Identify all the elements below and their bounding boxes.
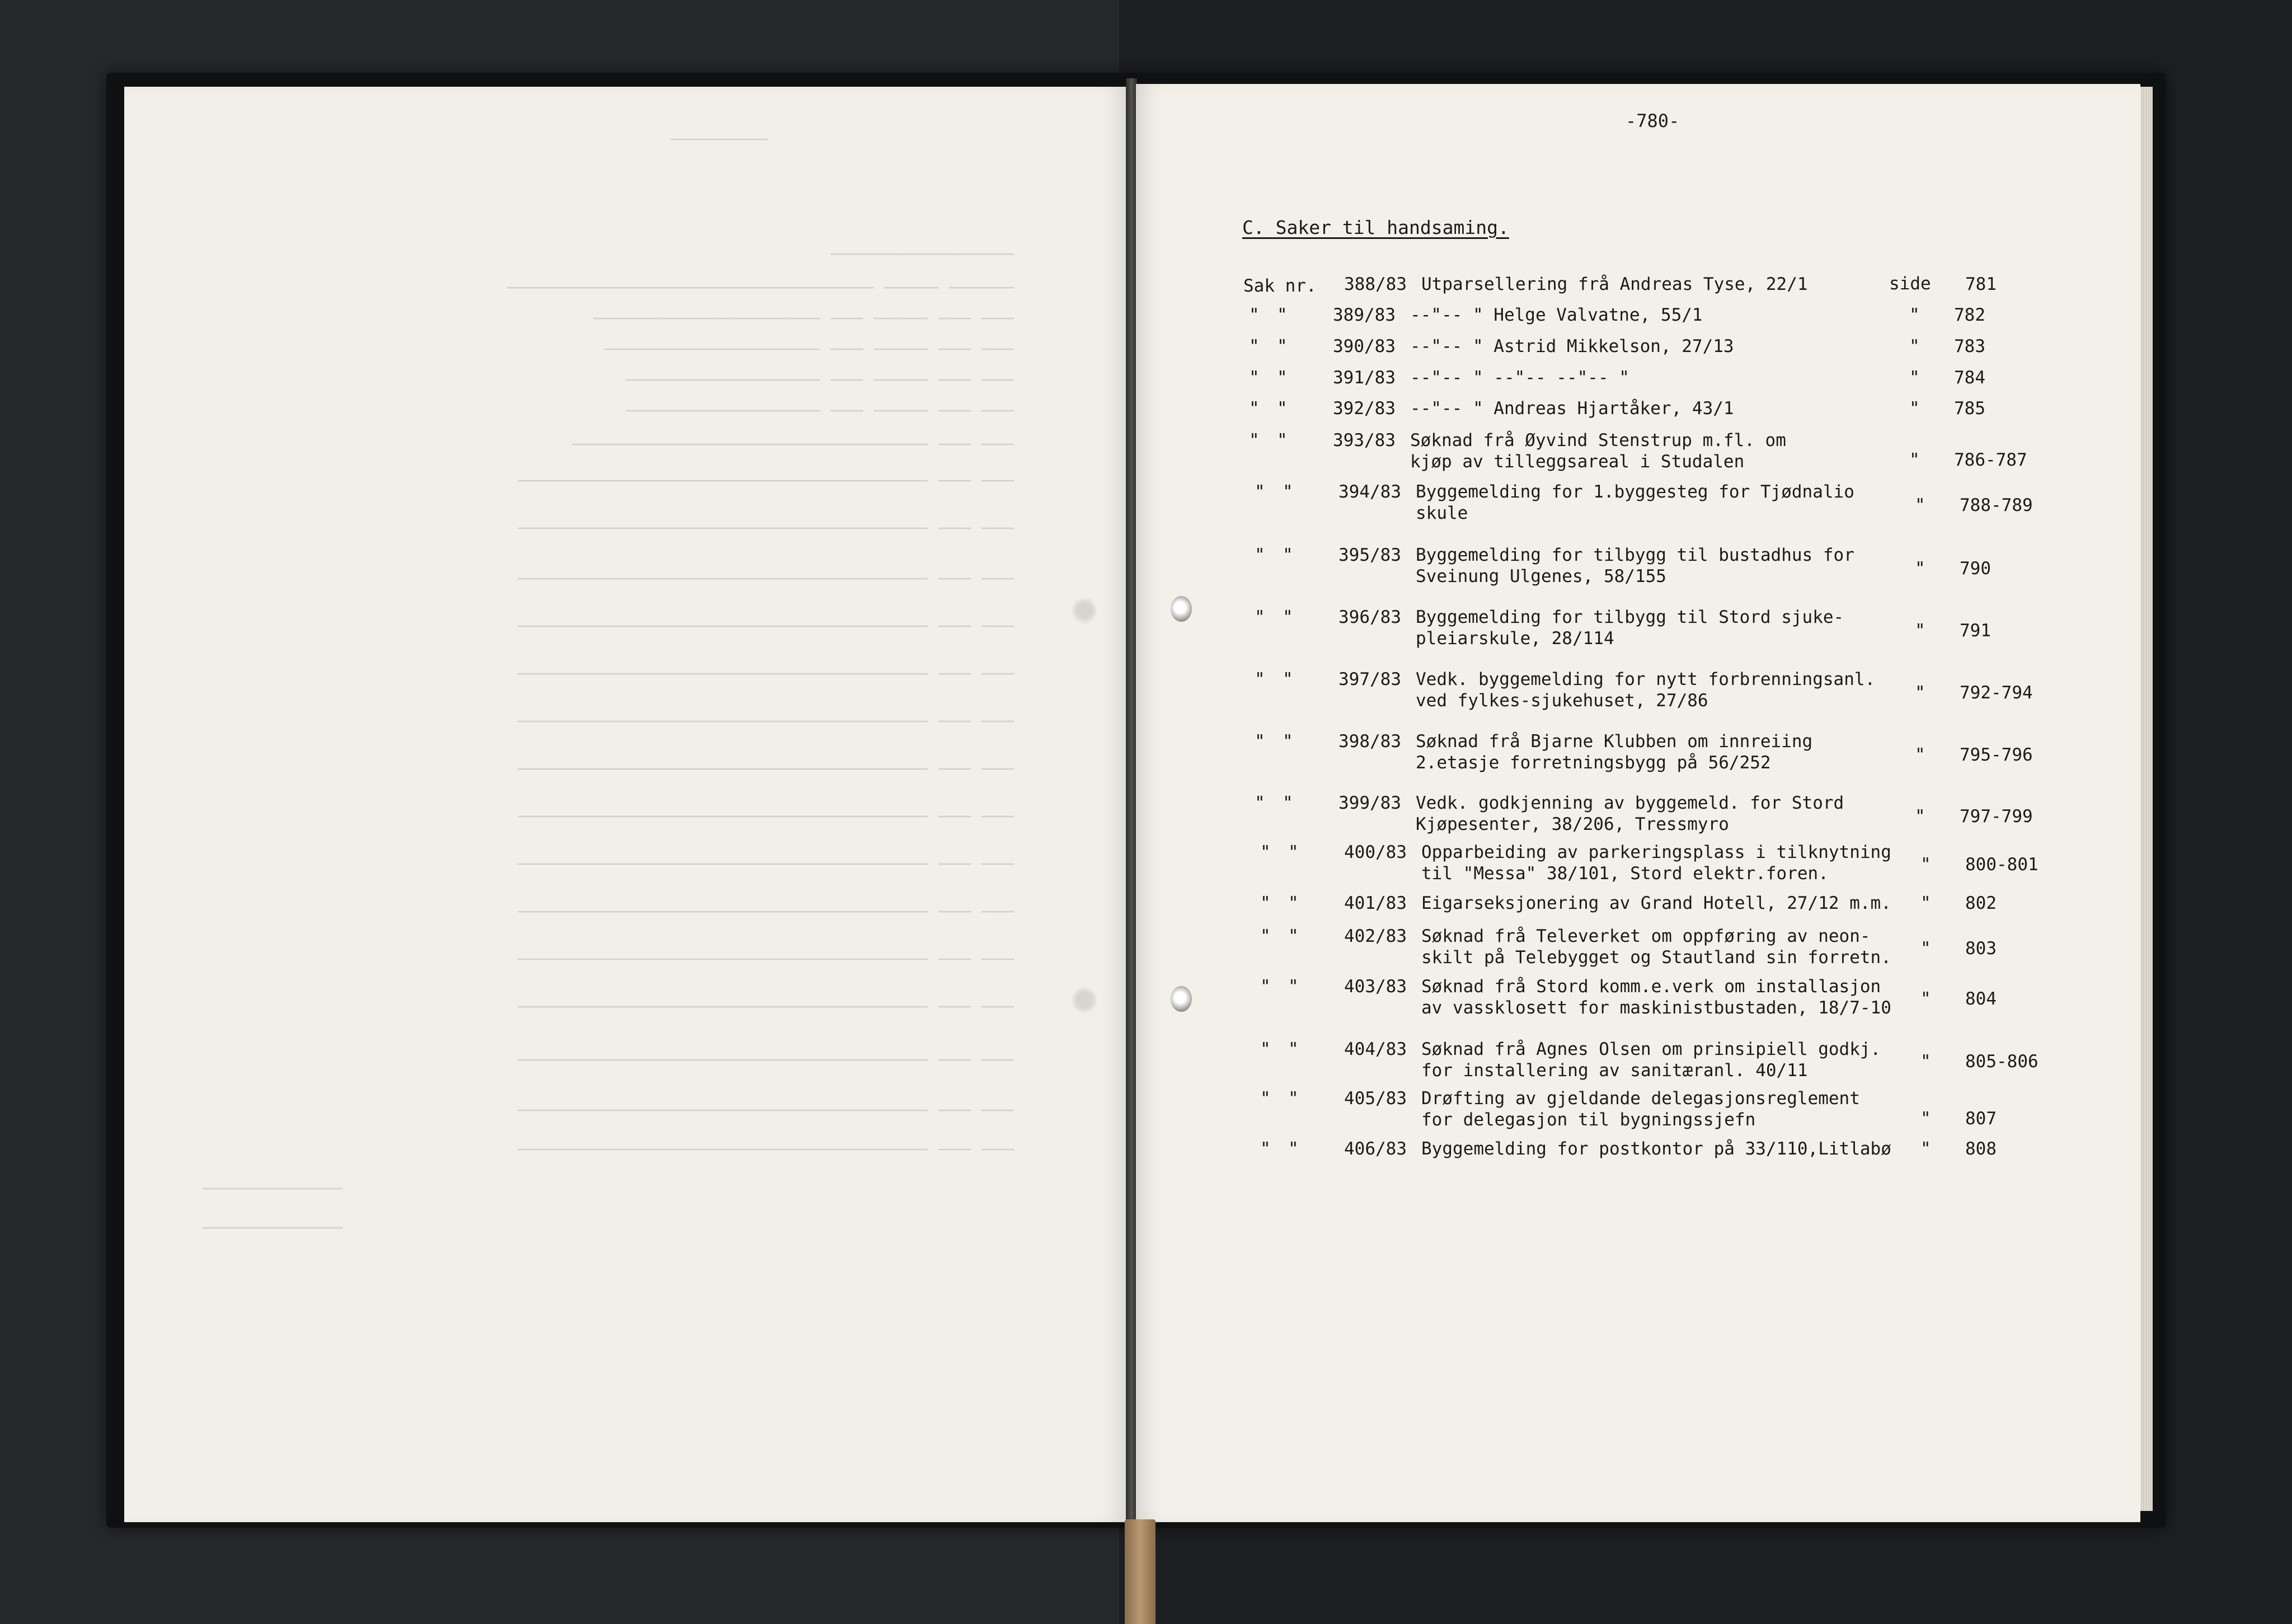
- page-reference: 803: [1965, 938, 1997, 959]
- case-description: --"-- " Helge Valvatne, 55/1: [1410, 305, 1703, 325]
- case-description: Byggemelding for 1.byggesteg for Tjødnalio skule: [1416, 482, 1854, 523]
- case-number: 405/83: [1344, 1088, 1407, 1109]
- page-reference: 783: [1954, 336, 1985, 356]
- page-reference: 797-799: [1960, 806, 2033, 827]
- page-reference: 781: [1965, 274, 1997, 294]
- ditto-mark: ": [1920, 893, 1931, 913]
- ditto-mark: ": [1255, 669, 1265, 689]
- case-number: 396/83: [1338, 607, 1401, 627]
- sak-nr-label: Sak nr.: [1243, 276, 1317, 296]
- ditto-mark: ": [1260, 842, 1271, 862]
- case-description: Søknad frå Øyvind Stenstrup m.fl. om kjøp av tilleggsareal i Studalen: [1410, 430, 1786, 472]
- ditto-mark: ": [1920, 1052, 1931, 1072]
- case-number: 401/83: [1344, 893, 1407, 913]
- ditto-mark: ": [1277, 398, 1288, 419]
- case-number: 392/83: [1333, 398, 1396, 419]
- side-label: side: [1889, 274, 1931, 294]
- page-reference: 802: [1965, 893, 1997, 913]
- ditto-mark: ": [1283, 545, 1293, 565]
- page-reference: 805-806: [1965, 1052, 2039, 1072]
- ditto-mark: ": [1909, 450, 1920, 470]
- ditto-mark: ": [1249, 305, 1260, 325]
- case-number: 389/83: [1333, 305, 1396, 325]
- ditto-mark: ": [1920, 1109, 1931, 1129]
- case-number: 406/83: [1344, 1139, 1407, 1159]
- ditto-mark: ": [1249, 398, 1260, 419]
- page-reference: 791: [1960, 621, 1991, 641]
- case-number: 400/83: [1344, 842, 1407, 862]
- ditto-mark: ": [1920, 1139, 1931, 1159]
- page-number: -780-: [1626, 110, 1680, 132]
- ditto-mark: ": [1909, 336, 1920, 356]
- case-description: Eigarseksjonering av Grand Hotell, 27/12 m.m.: [1421, 893, 1891, 913]
- page-reference: 807: [1965, 1109, 1997, 1129]
- case-number: 394/83: [1338, 482, 1401, 502]
- page-edges: [2140, 87, 2153, 1511]
- ditto-mark: ": [1915, 495, 1925, 515]
- punch-hole-shadow-top: [1072, 597, 1097, 625]
- ditto-mark: ": [1915, 683, 1925, 703]
- ditto-mark: ": [1249, 368, 1260, 388]
- case-number: 390/83: [1333, 336, 1396, 356]
- ditto-mark: ": [1260, 1139, 1271, 1159]
- case-number: 395/83: [1338, 545, 1401, 565]
- ditto-mark: ": [1255, 482, 1265, 502]
- ditto-mark: ": [1260, 1088, 1271, 1109]
- case-description: Søknad frå Agnes Olsen om prinsipiell godkj. for installering av sanitæranl. 40/11: [1421, 1039, 1881, 1081]
- ditto-mark: ": [1260, 926, 1271, 946]
- case-description: Søknad frå Televerket om oppføring av neon- skilt på Telebygget og Stautland sin forretn.: [1421, 926, 1891, 968]
- book-gutter: [1126, 78, 1137, 1528]
- ditto-mark: ": [1909, 305, 1920, 325]
- ditto-mark: ": [1288, 977, 1299, 997]
- case-number: 397/83: [1338, 669, 1401, 689]
- ditto-mark: ": [1288, 1088, 1299, 1109]
- page-reference: 808: [1965, 1139, 1997, 1159]
- ditto-mark: ": [1277, 305, 1288, 325]
- ditto-mark: ": [1249, 430, 1260, 450]
- ditto-mark: ": [1288, 1039, 1299, 1059]
- ditto-mark: ": [1255, 607, 1265, 627]
- ditto-mark: ": [1915, 621, 1925, 641]
- case-description: Vedk. godkjenning av byggemeld. for Stord Kjøpesenter, 38/206, Tressmyro: [1416, 793, 1844, 834]
- case-description: --"-- " Astrid Mikkelson, 27/13: [1410, 336, 1734, 356]
- case-description: Søknad frå Stord komm.e.verk om installasjon av vassklosett for maskinistbustaden, 18/7-10: [1421, 977, 1891, 1018]
- case-number: 393/83: [1333, 430, 1396, 450]
- ditto-mark: ": [1288, 1139, 1299, 1159]
- ditto-mark: ": [1255, 545, 1265, 565]
- case-description: Søknad frå Bjarne Klubben om innreiing 2.etasje forretningsbygg på 56/252: [1416, 731, 1813, 773]
- case-number: 399/83: [1338, 793, 1401, 813]
- section-heading: C. Saker til handsaming.: [1242, 217, 1509, 238]
- page-reference: 785: [1954, 398, 1985, 419]
- bleed-through-text: ───────── ───────────────── ────── ───── ────────────────────────────────── ─── ─── ───── ─── ───────────────────── ─── ─── ───── ─── ──────────────────── ─── ─── ───── ─── ────────────────── ─── ─── ───── ─── ────────────────── ─── ─── ───────────────────────────────── ─── ─── ────────────────────────────────────── ─── ─── ────────────────────────────────────── ─── ─── ────────────────────────────────────── ─── ─── ────────────────────────────────────── ─── ─── ────────────────────────────────────── ─── ─── ────────────────────────────────────── ─── ─── ────────────────────────────────────── ─── ─── ────────────────────────────────────── ─── ─── ────────────────────────────────────── ─── ─── ────────────────────────────────────── ─── ─── ────────────────────────────────────── ─── ─── ────────────────────────────────────── ─── ─── ────────────────────────────────────── ─── ─── ────────────────────────────────────── ─── ─── ────────────────────────────────────── ───────────── ─────────────: [202, 129, 1014, 1238]
- case-description: Byggemelding for tilbygg til Stord sjuke- pleiarskule, 28/114: [1416, 607, 1844, 649]
- ditto-mark: ": [1920, 855, 1931, 875]
- case-description: --"-- " --"-- --"-- ": [1410, 368, 1629, 388]
- ditto-mark: ": [1283, 607, 1293, 627]
- ditto-mark: ": [1277, 336, 1288, 356]
- punch-hole-shadow-bottom: [1072, 986, 1097, 1014]
- ditto-mark: ": [1255, 793, 1265, 813]
- left-page: [124, 87, 1126, 1522]
- ditto-mark: ": [1283, 669, 1293, 689]
- page-reference: 786-787: [1954, 450, 2027, 470]
- case-description: Opparbeiding av parkeringsplass i tilknytning til "Messa" 38/101, Stord elektr.foren.: [1421, 842, 1891, 884]
- case-number: 402/83: [1344, 926, 1407, 946]
- case-number: 398/83: [1338, 731, 1401, 752]
- page-reference: 792-794: [1960, 683, 2033, 703]
- ditto-mark: ": [1277, 430, 1288, 450]
- case-number: 391/83: [1333, 368, 1396, 388]
- ditto-mark: ": [1909, 368, 1920, 388]
- punch-hole-top: [1171, 596, 1192, 622]
- ditto-mark: ": [1260, 1039, 1271, 1059]
- page-reference: 788-789: [1960, 495, 2033, 515]
- case-description: Byggemelding for tilbygg til bustadhus for Sveinung Ulgenes, 58/155: [1416, 545, 1854, 586]
- ditto-mark: ": [1915, 745, 1925, 765]
- case-number: 388/83: [1344, 274, 1407, 294]
- punch-hole-bottom: [1171, 986, 1192, 1012]
- ditto-mark: ": [1255, 731, 1265, 752]
- ditto-mark: ": [1909, 398, 1920, 419]
- case-description: Vedk. byggemelding for nytt forbrenningsanl. ved fylkes-sjukehuset, 27/86: [1416, 669, 1876, 711]
- ditto-mark: ": [1249, 336, 1260, 356]
- page-reference: 790: [1960, 558, 1991, 579]
- ditto-mark: ": [1283, 793, 1293, 813]
- ditto-mark: ": [1277, 368, 1288, 388]
- case-description: --"-- " Andreas Hjartåker, 43/1: [1410, 398, 1734, 419]
- ditto-mark: ": [1915, 558, 1925, 579]
- ditto-mark: ": [1283, 731, 1293, 752]
- bookmark-ribbon: [1125, 1519, 1156, 1624]
- page-reference: 784: [1954, 368, 1985, 388]
- ditto-mark: ": [1288, 893, 1299, 913]
- page-reference: 795-796: [1960, 745, 2033, 765]
- ditto-mark: ": [1915, 806, 1925, 827]
- case-number: 404/83: [1344, 1039, 1407, 1059]
- case-description: Byggemelding for postkontor på 33/110,Litlabø: [1421, 1139, 1891, 1159]
- page-reference: 800-801: [1965, 855, 2039, 875]
- ditto-mark: ": [1260, 893, 1271, 913]
- ditto-mark: ": [1920, 938, 1931, 959]
- ditto-mark: ": [1288, 926, 1299, 946]
- case-description: Drøfting av gjeldande delegasjonsreglement for delegasjon til bygningssjefn: [1421, 1088, 1860, 1130]
- ditto-mark: ": [1283, 482, 1293, 502]
- ditto-mark: ": [1260, 977, 1271, 997]
- page-reference: 782: [1954, 305, 1985, 325]
- case-description: Utparsellering frå Andreas Tyse, 22/1: [1421, 274, 1808, 294]
- ditto-mark: ": [1920, 989, 1931, 1009]
- page-reference: 804: [1965, 989, 1997, 1009]
- case-number: 403/83: [1344, 977, 1407, 997]
- ditto-mark: ": [1288, 842, 1299, 862]
